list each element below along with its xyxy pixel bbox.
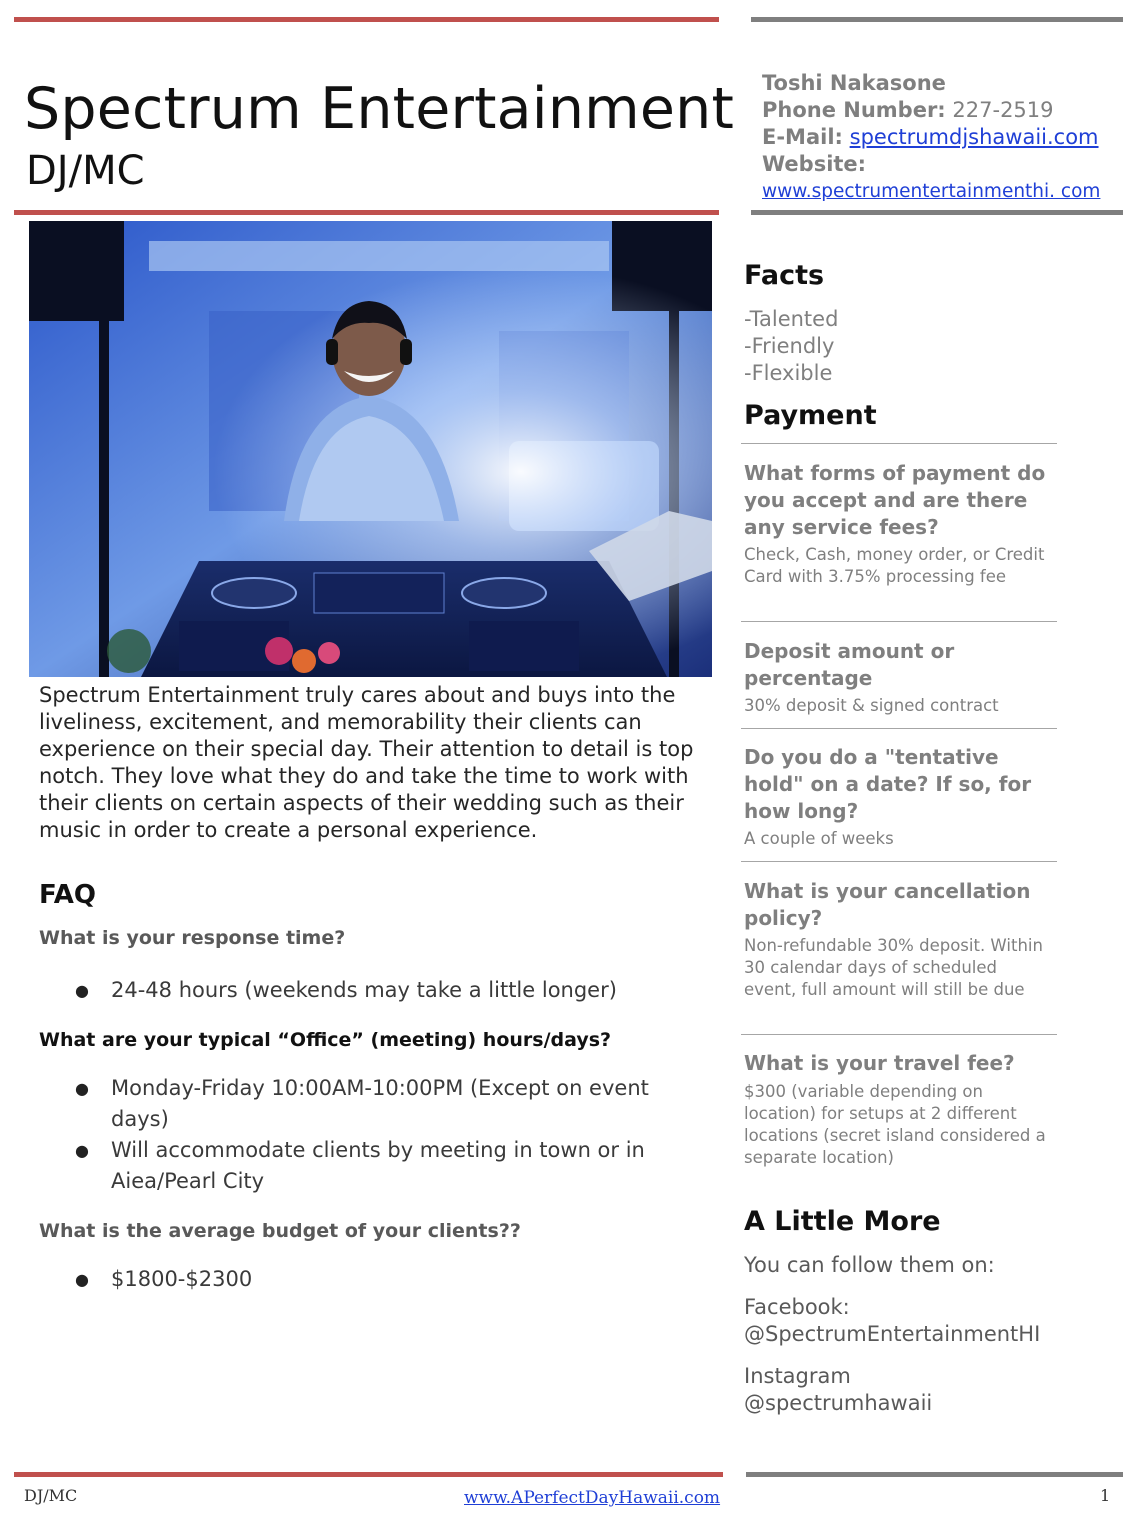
dj-photo [29,221,712,677]
fact-item: -Talented [744,307,839,331]
payment-answer-cancellation: Non-refundable 30% deposit. Within 30 calendar days of scheduled event, full amount will still be due [744,936,1043,999]
header-bottom-rule-left [14,210,719,215]
header-bottom-rule-right [751,210,1123,215]
footer-rule-right [746,1472,1123,1477]
faq-answer-list-3 [70,1264,680,1295]
email-line [762,124,1122,151]
website-label: Website: [762,152,867,176]
faq-heading: FAQ [39,880,97,910]
payment-question-forms: What forms of payment do you accept and are there any service fees? [744,461,1046,539]
website-link[interactable]: www.spectrumentertainmenthi. com [762,181,1101,202]
page-title: Spectrum Entertainment [24,76,735,142]
payment-answer-hold: A couple of weeks [744,829,894,848]
phone-label: Phone Number: [762,98,946,122]
divider [741,443,1057,444]
list-item [70,975,680,1006]
facebook-block [744,1294,1114,1348]
bullet-icon: ● [75,1141,89,1160]
list-item-text: $1800-$2300 [111,1267,253,1291]
divider [741,861,1057,862]
bullet-icon: ● [75,981,89,1000]
instagram-handle: @spectrumhawaii [744,1391,933,1415]
footer-rule-left [14,1472,723,1477]
list-item [70,1073,680,1135]
payment-question-hold: Do you do a "tentative hold" on a date? If so, for how long? [744,745,1032,823]
fact-item: -Flexible [744,361,833,385]
phone-line [762,97,1122,124]
facts-list [744,306,838,387]
faq-answer-list-2 [70,1073,680,1197]
list-item [70,1135,680,1197]
page-subtitle: DJ/MC [26,148,145,194]
divider [741,1034,1057,1035]
contact-name: Toshi Nakasone [762,71,946,95]
payment-question-deposit: Deposit amount or percentage [744,639,955,690]
payment-question-cancellation: What is your cancellation policy? [744,879,1031,930]
fact-item: -Friendly [744,334,835,358]
faq-question-response-time: What is your response time? [39,927,346,949]
payment-heading: Payment [744,400,877,431]
facts-heading: Facts [744,260,825,291]
header-top-rule-right [751,17,1123,22]
facebook-label: Facebook: [744,1295,850,1319]
list-item [70,1264,680,1295]
email-link[interactable]: spectrumdjshawaii.com [849,125,1099,149]
footer-label: DJ/MC [24,1486,78,1505]
divider [741,621,1057,622]
list-item-text: 24-48 hours (weekends may take a little longer) [111,978,617,1002]
list-item-text: Monday-Friday 10:00AM-10:00PM (Except on event days) [111,1076,649,1131]
intro-paragraph: Spectrum Entertainment truly cares about and buys into the liveliness, excitement, and memorability their clients can experience on their special day. Their attention to detail is top notch. They love what they do and take the time to work with their clients on certain aspects of their wedding such as their music in order to create a personal experience. [39,683,694,842]
faq-answer-list-1 [70,975,680,1006]
divider [741,728,1057,729]
instagram-block [744,1363,1114,1417]
facebook-handle: @SpectrumEntertainmentHI [744,1322,1041,1346]
page-number: 1 [1100,1486,1111,1505]
payment-question-travel: What is your travel fee? [744,1051,1015,1075]
payment-answer-deposit: 30% deposit & signed contract [744,696,999,715]
more-heading: A Little More [744,1206,941,1237]
header-top-rule-left [14,17,719,22]
email-label: E-Mail: [762,125,843,149]
bullet-icon: ● [75,1079,89,1098]
bullet-icon: ● [75,1270,89,1289]
instagram-label: Instagram [744,1364,851,1388]
follow-text: You can follow them on: [744,1253,995,1277]
footer-website-link[interactable]: www.APerfectDayHawaii.com [464,1488,721,1508]
faq-question-office-hours: What are your typical “Office” (meeting) hours/days? [39,1029,612,1051]
contact-block [762,70,1122,205]
phone-value: 227-2519 [952,98,1054,122]
list-item-text: Will accommodate clients by meeting in town or in Aiea/Pearl City [111,1138,645,1193]
payment-answer-forms: Check, Cash, money order, or Credit Card with 3.75% processing fee [744,545,1045,586]
payment-answer-travel: $300 (variable depending on location) for setups at 2 different locations (secret island considered a separate location) [744,1082,1046,1167]
faq-question-budget: What is the average budget of your clients?? [39,1220,521,1242]
